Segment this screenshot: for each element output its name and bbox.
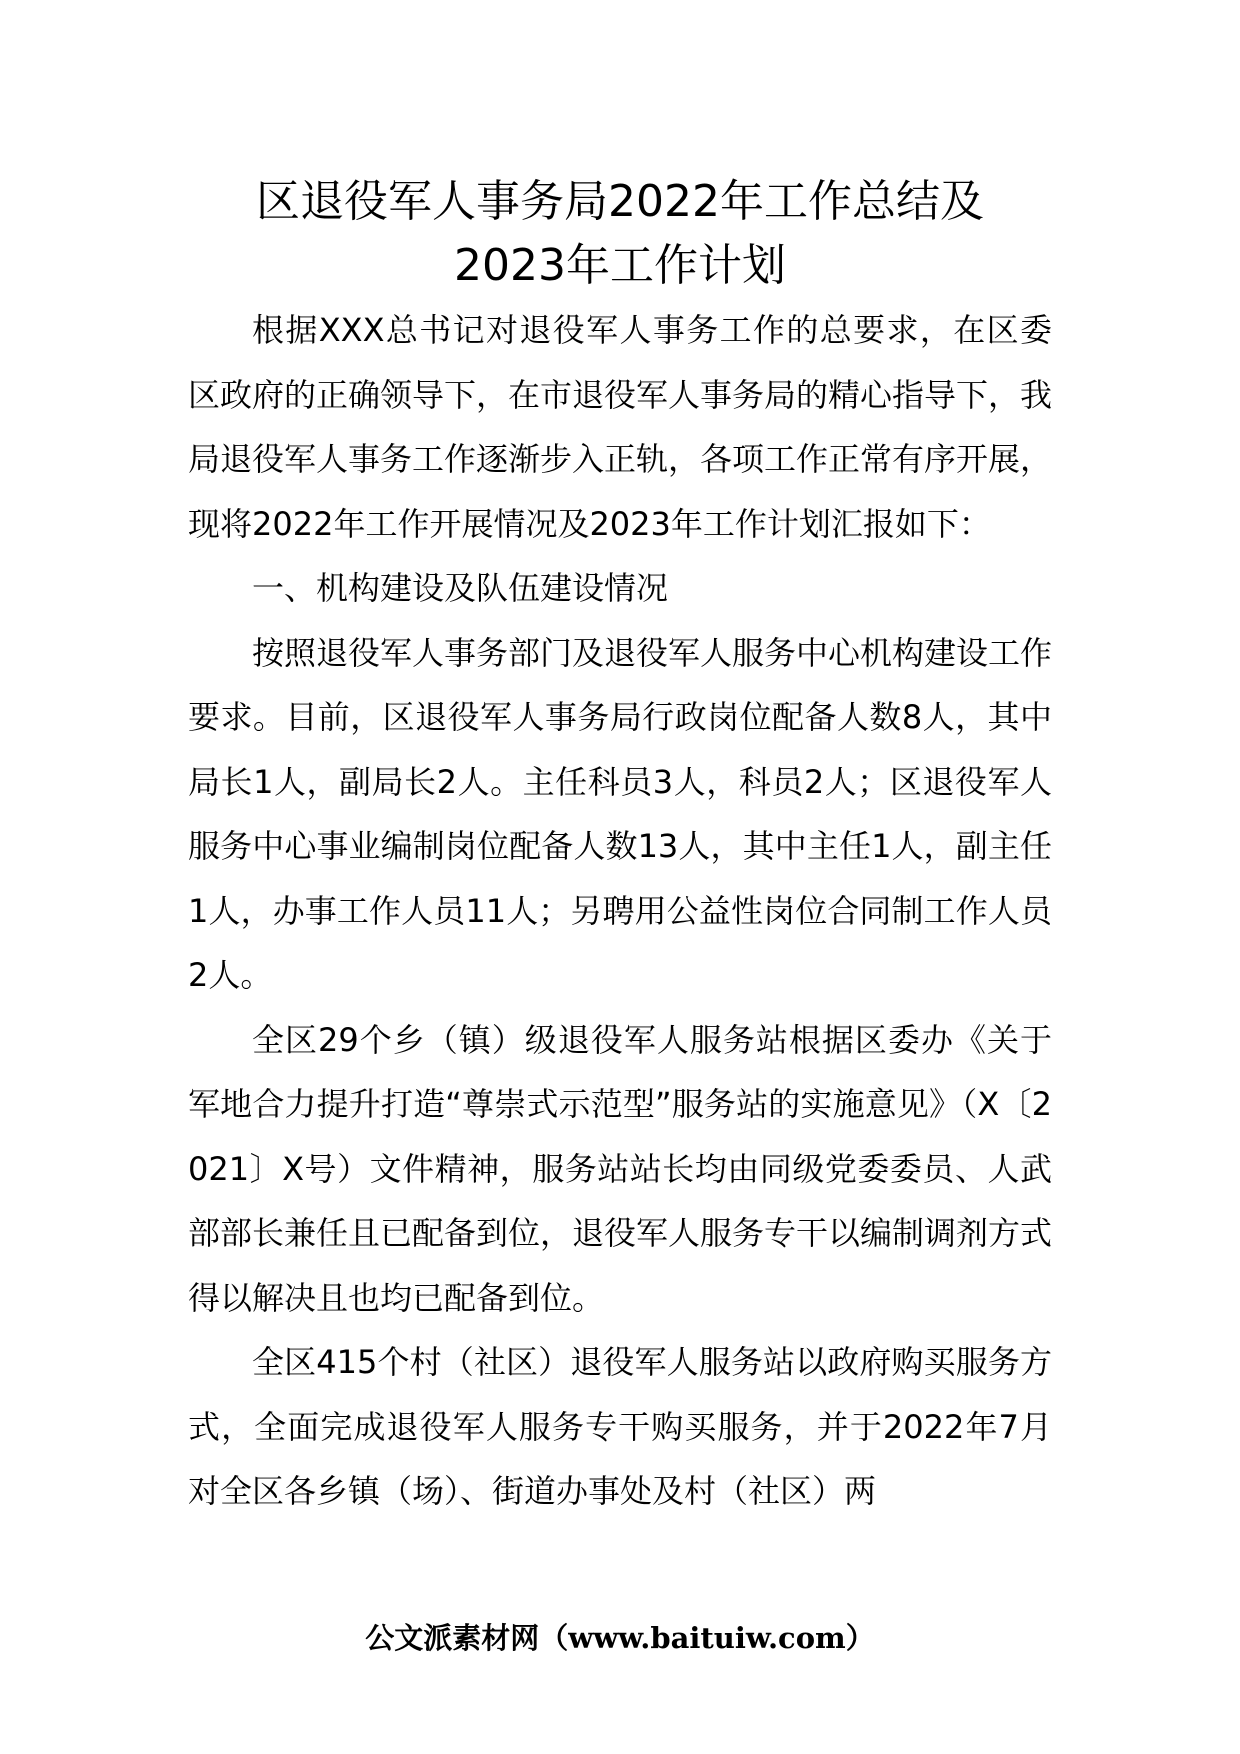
footer-watermark: 公文派素材网（www.baituiw.com） bbox=[365, 1621, 875, 1655]
village-stations-paragraph: 全区415个村（社区）退役军人服务站以政府购买服务方式，全面完成退役军人服务专干购买服务，并于2022年7月对全区各乡镇（场）、街道办事处及村（社区）两 bbox=[188, 1343, 1052, 1510]
section-heading: 一、机构建设及队伍建设情况 bbox=[252, 569, 669, 607]
intro-paragraph: 根据XXX总书记对退役军人事务工作的总要求，在区委区政府的正确领导下，在市退役军人事务局的精心指导下，我局退役军人事务工作逐渐步入正轨，各项工作正常有序开展，现将2022年工作开展情况及2023年工作计划汇报如下： bbox=[188, 311, 1053, 543]
document-title-line-1: 区退役军人事务局2022年工作总结及 bbox=[256, 176, 984, 227]
document-title-line-2: 2023年工作计划 bbox=[454, 240, 786, 291]
staffing-paragraph: 按照退役军人事务部门及退役军人服务中心机构建设工作要求。目前，区退役军人事务局行政岗位配备人数8人，其中局长1人，副局长2人。主任科员3人，科员2人；区退役军人服务中心事业编制岗位配备人数13人，其中主任1人，副主任1人，办事工作人员11人；另聘用公益性岗位合同制工作人员2人。 bbox=[188, 633, 1053, 994]
township-stations-paragraph: 全区29个乡（镇）级退役军人服务站根据区委办《关于军地合力提升打造“尊崇式示范型”服务站的实施意见》（X〔2021〕X号）文件精神，服务站站长均由同级党委委员、人武部部长兼任且已配备到位，退役军人服务专干以编制调剂方式得以解决且也均已配备到位。 bbox=[188, 1020, 1053, 1317]
document-body bbox=[188, 298, 1052, 1524]
